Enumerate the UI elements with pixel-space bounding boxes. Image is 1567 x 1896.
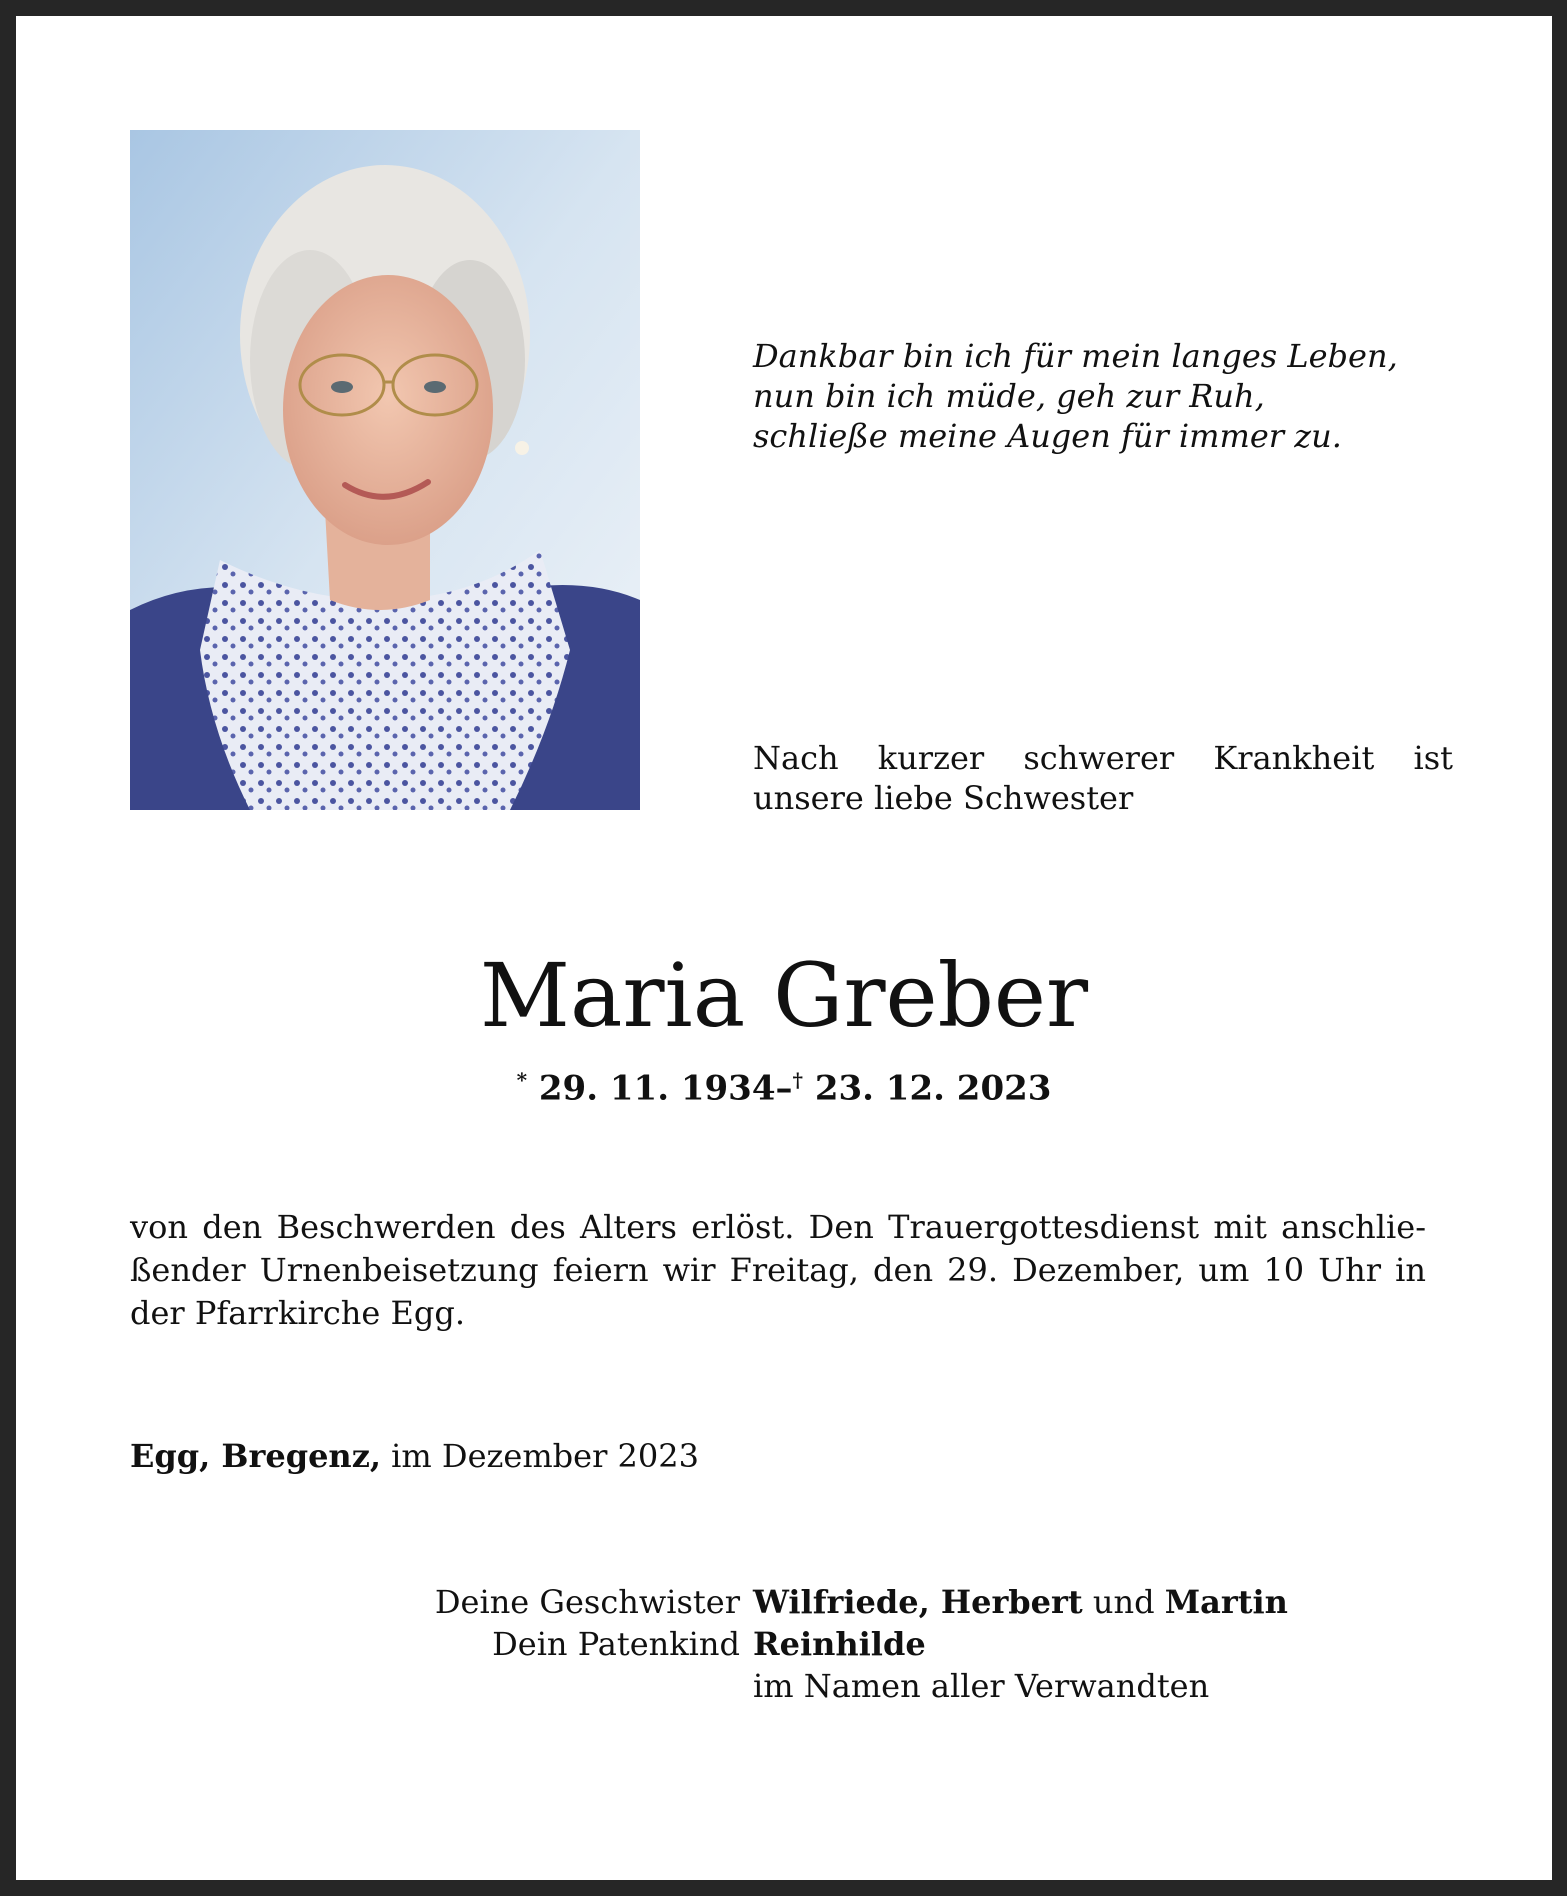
intro-line: unsere liebe Schwester xyxy=(753,779,1134,817)
motto-verse xyxy=(753,336,1473,456)
motto-line: Dankbar bin ich für mein langes Leben, xyxy=(753,337,1398,375)
intro-line: Nach kurzer schwerer Krankheit ist xyxy=(753,739,1453,777)
siblings-names-b: Martin xyxy=(1164,1583,1288,1621)
deceased-name: Maria Greber xyxy=(479,944,1089,1047)
intro-text xyxy=(753,738,1453,818)
birth-symbol: * xyxy=(516,1068,528,1092)
birth-date: 29. 11. 1934 xyxy=(538,1068,776,1109)
announcement-line: der Pfarrkirche Egg. xyxy=(130,1294,465,1332)
siblings-names-a: Wilfriede, Herbert xyxy=(753,1583,1083,1621)
signature-row-godchild xyxy=(16,1623,1552,1665)
date-dash: – xyxy=(775,1068,793,1109)
announcement-text xyxy=(130,1206,1426,1335)
announcement-line: von den Beschwerden des Alters erlöst. Den Trauergottesdienst mit anschlie- xyxy=(130,1208,1426,1246)
portrait-image xyxy=(130,130,640,810)
death-date: 23. 12. 2023 xyxy=(814,1068,1052,1109)
godchild-name: Reinhilde xyxy=(753,1625,926,1663)
life-dates xyxy=(16,1058,1552,1110)
portrait-photo xyxy=(130,130,640,810)
announcement-line: ßender Urnenbeisetzung feiern wir Freitag, den 29. Dezember, um 10 Uhr in xyxy=(130,1251,1426,1289)
motto-line: schließe meine Augen für immer zu. xyxy=(753,417,1342,455)
godchild-name-wrap xyxy=(753,1623,926,1665)
godchild-label: Dein Patenkind xyxy=(492,1625,740,1663)
place-date: im Dezember 2023 xyxy=(391,1437,699,1475)
motto-line: nun bin ich müde, geh zur Ruh, xyxy=(753,377,1265,415)
closing-text: im Namen aller Verwandten xyxy=(753,1667,1210,1705)
signature-row-closing xyxy=(16,1665,1552,1707)
obituary-page xyxy=(16,16,1552,1880)
place-and-date xyxy=(130,1436,699,1476)
siblings-label: Deine Geschwister xyxy=(434,1583,740,1621)
siblings-and: und xyxy=(1092,1583,1155,1621)
signatures xyxy=(16,1581,1552,1707)
place-name: Egg, Bregenz, xyxy=(130,1437,381,1475)
siblings-names xyxy=(753,1581,1288,1623)
death-symbol: † xyxy=(792,1068,803,1092)
signature-row-siblings xyxy=(16,1581,1552,1623)
